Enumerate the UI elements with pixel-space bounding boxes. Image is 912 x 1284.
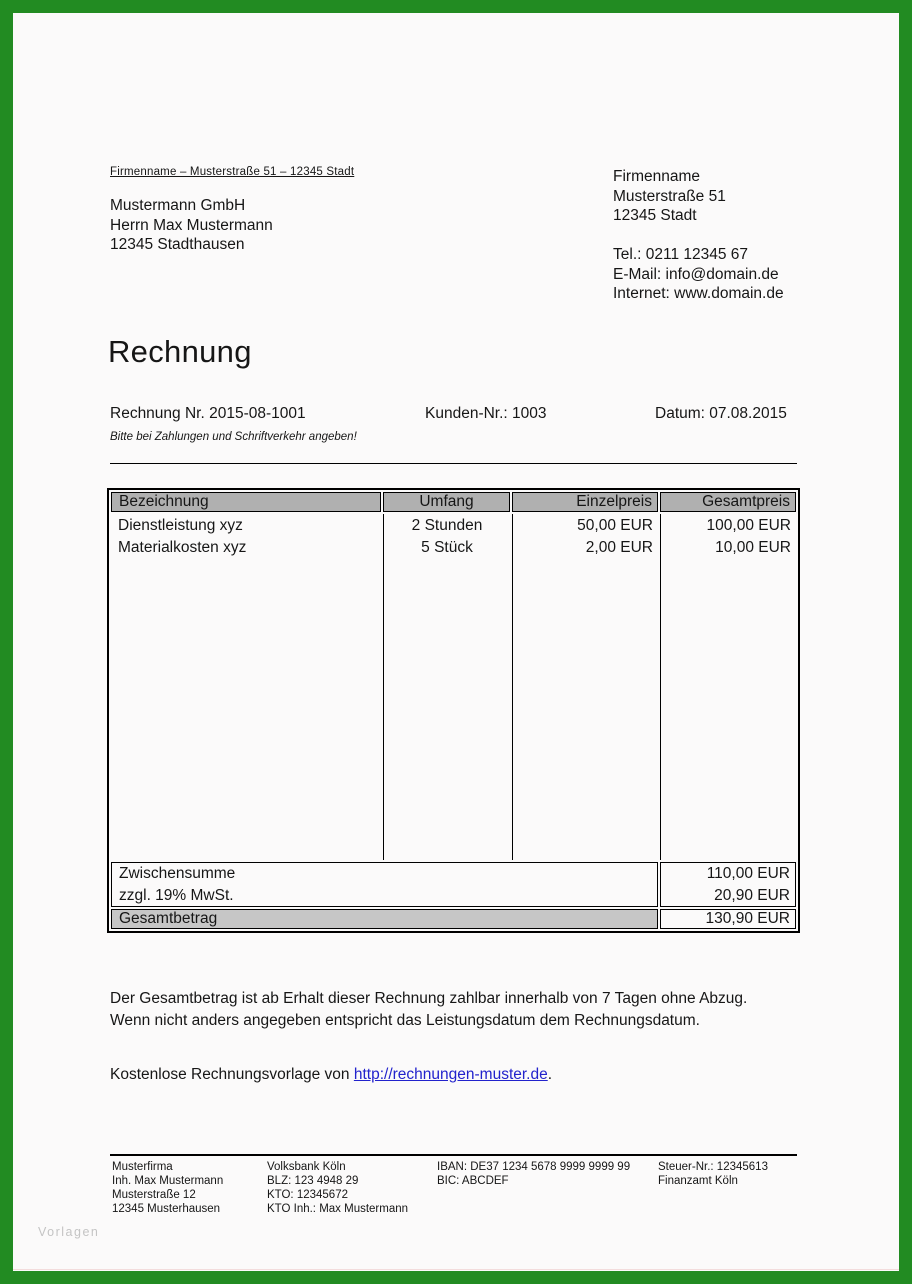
- company-street: Musterstraße 51: [613, 187, 726, 205]
- grand-total-value: 130,90 EUR: [660, 909, 796, 929]
- table-body-row: [111, 514, 796, 860]
- page-title: Rechnung: [108, 334, 252, 369]
- column-header-gesamtpreis: Gesamtpreis: [660, 492, 796, 512]
- item-total: 100,00 EUR: [706, 517, 791, 534]
- item-unit-price: 50,00 EUR: [577, 517, 653, 534]
- footer-line: Musterfirma: [112, 1161, 173, 1173]
- page-edge-line: [13, 1269, 899, 1270]
- company-name: Firmenname: [613, 168, 700, 185]
- footer-line: IBAN: DE37 1234 5678 9999 9999 99: [437, 1161, 631, 1173]
- item-quantity: 5 Stück: [421, 538, 473, 556]
- company-phone: Tel.: 0211 12345 67: [613, 246, 749, 263]
- table-header-row: [111, 492, 796, 512]
- item-total: 10,00 EUR: [715, 538, 791, 556]
- template-credit: [110, 1066, 552, 1084]
- footer-tax-block: [658, 1160, 768, 1188]
- vat-label: zzgl. 19% MwSt.: [119, 886, 234, 904]
- payment-terms-line: Wenn nicht anders angegeben entspricht das Leistungsdatum dem Rechnungsdatum.: [110, 1011, 700, 1029]
- footer-iban-block: [437, 1160, 630, 1188]
- footer-line: KTO Inh.: Max Mustermann: [267, 1203, 409, 1215]
- item-unit-prices-cell: [512, 514, 658, 860]
- item-names-cell: [111, 514, 381, 860]
- line-items-table: [107, 488, 800, 933]
- summary-labels-cell: [111, 862, 658, 907]
- footer-line: Volksbank Köln: [267, 1161, 346, 1173]
- footer-line: Steuer-Nr.: 12345613: [658, 1161, 768, 1173]
- footer-line: Inh. Max Mustermann: [112, 1175, 224, 1187]
- company-email: E-Mail: info@domain.de: [613, 265, 779, 283]
- footer-line: Musterstraße 12: [112, 1189, 196, 1201]
- subtotal-value: 110,00 EUR: [706, 865, 790, 882]
- company-website: Internet: www.domain.de: [613, 285, 784, 302]
- item-quantity: 2 Stunden: [411, 517, 483, 534]
- recipient-line: Herrn Max Mustermann: [110, 216, 273, 234]
- item-unit-price: 2,00 EUR: [585, 538, 653, 556]
- footer-bank-block: [267, 1160, 408, 1216]
- sender-return-address: Firmenname – Musterstraße 51 – 12345 Stadt: [110, 166, 355, 178]
- column-header-einzelpreis: Einzelpreis: [512, 492, 658, 512]
- invoice-number: Rechnung Nr. 2015-08-1001: [110, 405, 306, 422]
- item-quantities-cell: [383, 514, 510, 860]
- template-credit-period: .: [547, 1066, 553, 1083]
- spacer: [613, 226, 784, 246]
- recipient-line: 12345 Stadthausen: [110, 236, 245, 253]
- watermark-vorlagen: Vorlagen: [38, 1225, 100, 1239]
- footer-divider: [110, 1154, 797, 1156]
- vat-value: 20,90 EUR: [714, 886, 790, 904]
- recipient-address: [110, 196, 273, 255]
- payment-terms-line: Der Gesamtbetrag ist ab Erhalt dieser Rechnung zahlbar innerhalb von 7 Tagen ohne Abzug.: [110, 990, 748, 1007]
- column-header-bezeichnung: Bezeichnung: [111, 492, 381, 512]
- header-divider: [110, 463, 797, 464]
- summary-row: [111, 862, 796, 907]
- template-source-link[interactable]: http://rechnungen-muster.de: [353, 1066, 548, 1083]
- company-city: 12345 Stadt: [613, 207, 697, 224]
- footer-company-block: [112, 1160, 223, 1216]
- grand-total-row: [111, 909, 796, 929]
- item-totals-cell: [660, 514, 796, 860]
- recipient-line: Mustermann GmbH: [110, 197, 246, 214]
- item-name: Dienstleistung xyz: [118, 517, 243, 534]
- footer-line: KTO: 12345672: [267, 1189, 348, 1201]
- grand-total-label: Gesamtbetrag: [111, 909, 658, 929]
- footer-line: BLZ: 123 4948 29: [267, 1175, 359, 1187]
- item-name: Materialkosten xyz: [118, 538, 247, 556]
- summary-values-cell: [660, 862, 796, 907]
- template-credit-text: Kostenlose Rechnungsvorlage von: [110, 1066, 354, 1083]
- invoice-date: Datum: 07.08.2015: [655, 405, 787, 422]
- footer-line: 12345 Musterhausen: [112, 1203, 221, 1215]
- company-address-block: [613, 167, 784, 304]
- payment-reference-note: Bitte bei Zahlungen und Schriftverkehr angeben!: [110, 431, 357, 443]
- footer-line: Finanzamt Köln: [658, 1175, 738, 1187]
- column-header-umfang: Umfang: [383, 492, 510, 512]
- footer-line: BIC: ABCDEF: [437, 1175, 509, 1187]
- subtotal-label: Zwischensumme: [119, 865, 236, 882]
- customer-number: Kunden-Nr.: 1003: [425, 405, 547, 422]
- payment-terms: [110, 988, 772, 1031]
